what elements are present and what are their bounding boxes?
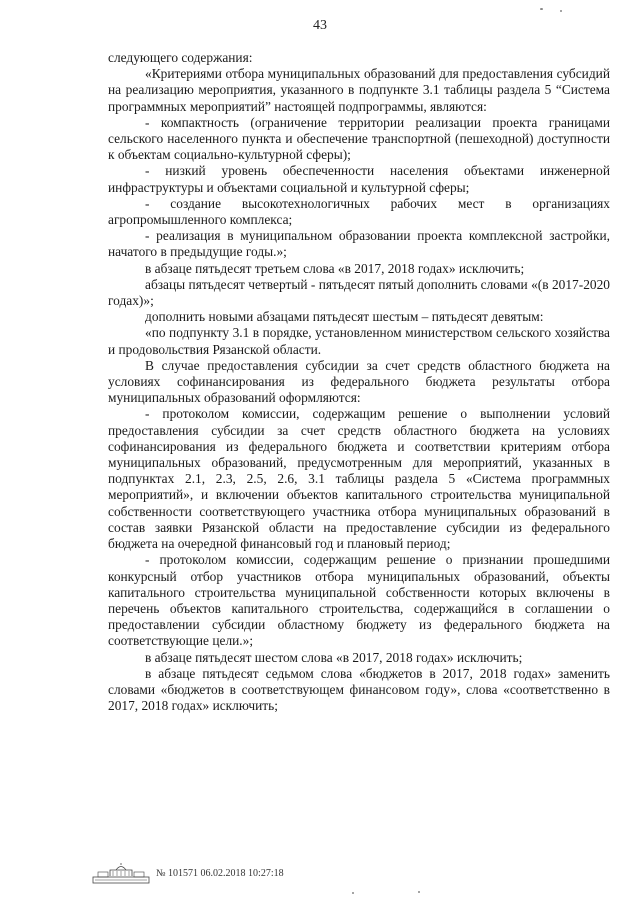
paragraph: в абзаце пятьдесят шестом слова «в 2017, 2018 годах» исключить; bbox=[145, 649, 523, 665]
document-body bbox=[108, 50, 610, 714]
paragraph: - реализация в муниципальном образовании проекта комплексной застройки, начатого в предыдущие годы.»; bbox=[108, 228, 610, 260]
paragraph: абзацы пятьдесят четвертый - пятьдесят пятый дополнить словами «(в 2017-2020 годах)»; bbox=[108, 276, 610, 309]
scan-artifact bbox=[352, 892, 354, 894]
document-id-timestamp: № 101571 06.02.2018 10:27:18 bbox=[156, 867, 284, 879]
scan-artifact bbox=[418, 891, 420, 893]
paragraph: - создание высокотехнологичных рабочих мест в организациях агропромышленного комплекса; bbox=[108, 195, 610, 228]
paragraph: - протоколом комиссии, содержащим решение о признании прошедшими конкурсный отбор участников отбора муниципальных образований, объекты капитального строительства муниципальной собственности которых включены в перечень объектов капитального строительства, содержащийся в соглашении о предоставлении субсидии областному бюджету из федерального бюджета на соответствующие цели.»; bbox=[108, 552, 610, 649]
paragraph: - низкий уровень обеспеченности населения объектами инженерной инфраструктуры и объектами социальной и культурной сферы; bbox=[108, 163, 610, 195]
page-number: 43 bbox=[313, 18, 327, 33]
scan-artifact bbox=[540, 8, 543, 10]
document-footer bbox=[92, 862, 284, 884]
paragraph: - протоколом комиссии, содержащим решение о выполнении условий предоставления субсидии за счет средств областного бюджета на условиях софинансирования из федерального бюджета и соответствии критериям отбора муниципальных образований, предусмотренным для мероприятий, указанных в подпунктах 2.1, 2.3, 2.5, 2.6, 3.1 таблицы раздела 5 «Система программных мероприятий», и включении объектов капитального строительства муниципальной собственности соответствующего участника отбора муниципальных образований в состав заявки Рязанской области на предоставление субсидии из федерального бюджета на очередной финансовый год и плановый период; bbox=[108, 406, 610, 552]
paragraph: в абзаце пятьдесят седьмом слова «бюджетов в 2017, 2018 годах» заменить словами «бюджетов в соответствующем финансовом году», слова «соответственно в 2017, 2018 годах» исключить; bbox=[108, 665, 610, 714]
paragraph: следующего содержания: bbox=[108, 50, 253, 65]
paragraph: в абзаце пятьдесят третьем слова «в 2017, 2018 годах» исключить; bbox=[145, 260, 525, 276]
paragraph: - компактность (ограничение территории реализации проекта границами сельского населенного пункта и обеспечение транспортной (пешеходной) доступности к объектам социально-культурной сферы); bbox=[108, 114, 610, 163]
paragraph: «Критериями отбора муниципальных образований для предоставления субсидий на реализацию мероприятия, указанного в подпункте 3.1 таблицы раздела 5 “Система программных мероприятий” настоящей подпрограммы, являются: bbox=[108, 66, 610, 114]
scan-artifact bbox=[560, 10, 562, 12]
paragraph: В случае предоставления субсидии за счет средств областного бюджета на условиях софинансирования из федерального бюджета результаты отбора муниципальных образований оформляются: bbox=[108, 357, 610, 406]
paragraph: «по подпункту 3.1 в порядке, установленном министерством сельского хозяйства и продовольствия Рязанской области. bbox=[108, 325, 610, 357]
paragraph: дополнить новыми абзацами пятьдесят шестым – пятьдесят девятым: bbox=[145, 309, 544, 325]
government-building-stamp-icon bbox=[92, 862, 150, 884]
